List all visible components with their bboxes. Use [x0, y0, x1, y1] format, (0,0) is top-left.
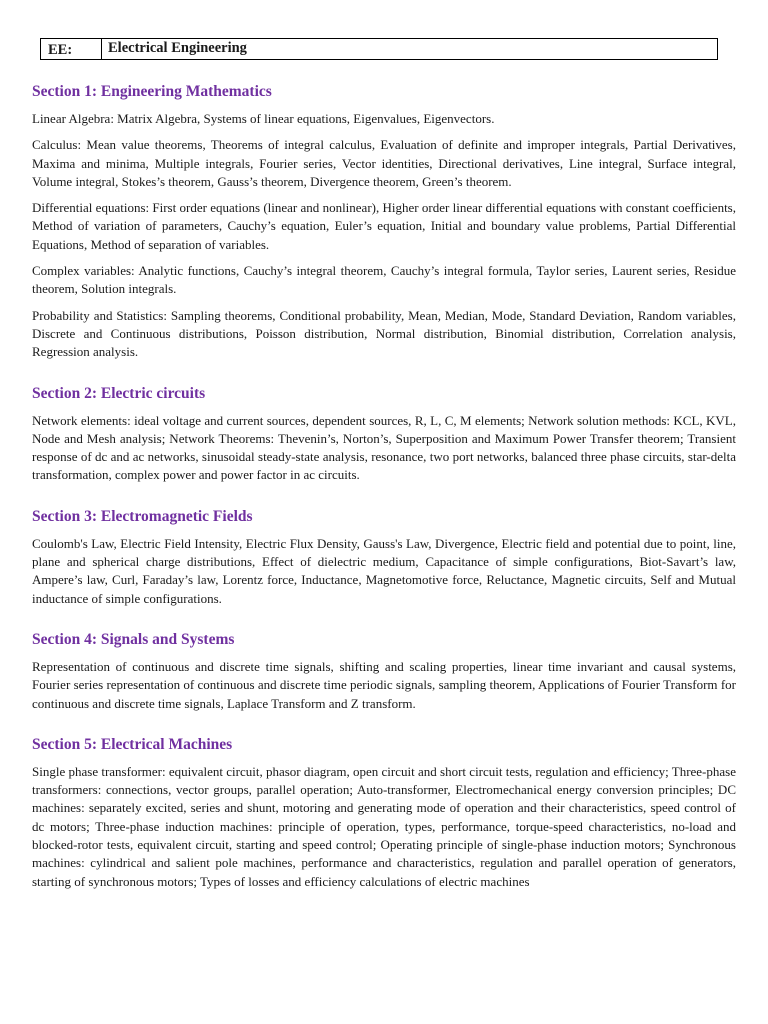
topic-paragraph: Network elements: ideal voltage and current sources, dependent sources, R, L, C, M elements; Network solution methods: KCL, KVL, Node and Mesh analysis; Network Theorems: Thevenin’s, Norton’s, Superposition and Maximum Power Transfer theorem; Transient response of dc and ac networks, sinusoidal steady-state analysis, resonance, two port networks, balanced three phase circuits, star-delta transformation, complex power and power factor in ac circuits.: [32, 412, 736, 483]
topic-paragraph: Single phase transformer: equivalent circuit, phasor diagram, open circuit and short circuit tests, regulation and efficiency; Three-phase transformers: connections, vector groups, parallel operation; Auto-transformer, Electromechanical energy conversion principles; DC machines: separately excited, series and shunt, motoring and generating mode of operation and their characteristics, speed control of dc motors; Three-phase induction machines: principle of operation, types, performance, torque-speed characteristics, no-load and blocked-rotor tests, equivalent circuit, starting and speed control; Operating principle of single-phase induction motors; Synchronous machines: cylindrical and salient pole machines, performance and characteristics, regulation and parallel operation of generators, starting of synchronous motors; Types of losses and efficiency calculations of electric machines: [32, 763, 736, 889]
section-signals-and-systems: [32, 630, 736, 713]
topic-paragraph: Linear Algebra: Matrix Algebra, Systems of linear equations, Eigenvalues, Eigenvectors.: [32, 111, 495, 126]
section-title: Section 4: Signals and Systems: [32, 630, 235, 648]
section-electric-circuits: [32, 384, 736, 485]
topic-paragraph: Representation of continuous and discrete time signals, shifting and scaling properties, linear time invariant and causal systems, Fourier series representation of continuous and discrete time periodic signals, sampling theorem, Applications of Fourier Transform for continuous and discrete time signals, Laplace Transform and Z transform.: [32, 658, 736, 711]
topic-paragraph: Complex variables: Analytic functions, Cauchy’s integral theorem, Cauchy’s integral formula, Taylor series, Laurent series, Residue theorem, Solution integrals.: [32, 263, 736, 297]
section-electrical-machines: [32, 735, 736, 891]
topic-paragraph: Differential equations: First order equations (linear and nonlinear), Higher order linear differential equations with constant coefficients, Method of variation of parameters, Cauchy’s equation, Euler’s equation, Initial and boundary value problems, Partial Differential Equations, Method of separation of variables.: [32, 200, 736, 252]
subject-name: Electrical Engineering: [108, 40, 247, 56]
section-engineering-mathematics: [32, 82, 736, 362]
subject-code: EE:: [41, 39, 102, 59]
syllabus-page: [32, 38, 736, 899]
section-title: Section 2: Electric circuits: [32, 384, 206, 402]
section-electromagnetic-fields: [32, 507, 736, 608]
section-title: Section 3: Electromagnetic Fields: [32, 507, 253, 525]
topic-paragraph: Coulomb's Law, Electric Field Intensity, Electric Flux Density, Gauss's Law, Divergence, Electric field and potential due to point, line, plane and spherical charge distributions, Effect of dielectric medium, Capacitance of simple configurations, Biot-Savart’s law, Ampere’s law, Curl, Faraday’s law, Lorentz force, Inductance, Magnetomotive force, Reluctance, Magnetic circuits, Self and Mutual inductance of simple configurations.: [32, 535, 736, 606]
section-title: Section 5: Electrical Machines: [32, 735, 233, 753]
section-title: Section 1: Engineering Mathematics: [32, 83, 272, 100]
subject-header-table: [40, 38, 718, 60]
topic-paragraph: Calculus: Mean value theorems, Theorems of integral calculus, Evaluation of definite and improper integrals, Partial Derivatives, Maxima and minima, Multiple integrals, Fourier series, Vector identities, Directional derivatives, Line integral, Surface integral, Volume integral, Stokes’s theorem, Gauss’s theorem, Divergence theorem, Green’s theorem.: [32, 137, 736, 189]
topic-paragraph: Probability and Statistics: Sampling theorems, Conditional probability, Mean, Median, Mode, Standard Deviation, Random variables, Discrete and Continuous distributions, Poisson distribution, Normal distribution, Binomial distribution, Correlation analysis, Regression analysis.: [32, 307, 736, 360]
